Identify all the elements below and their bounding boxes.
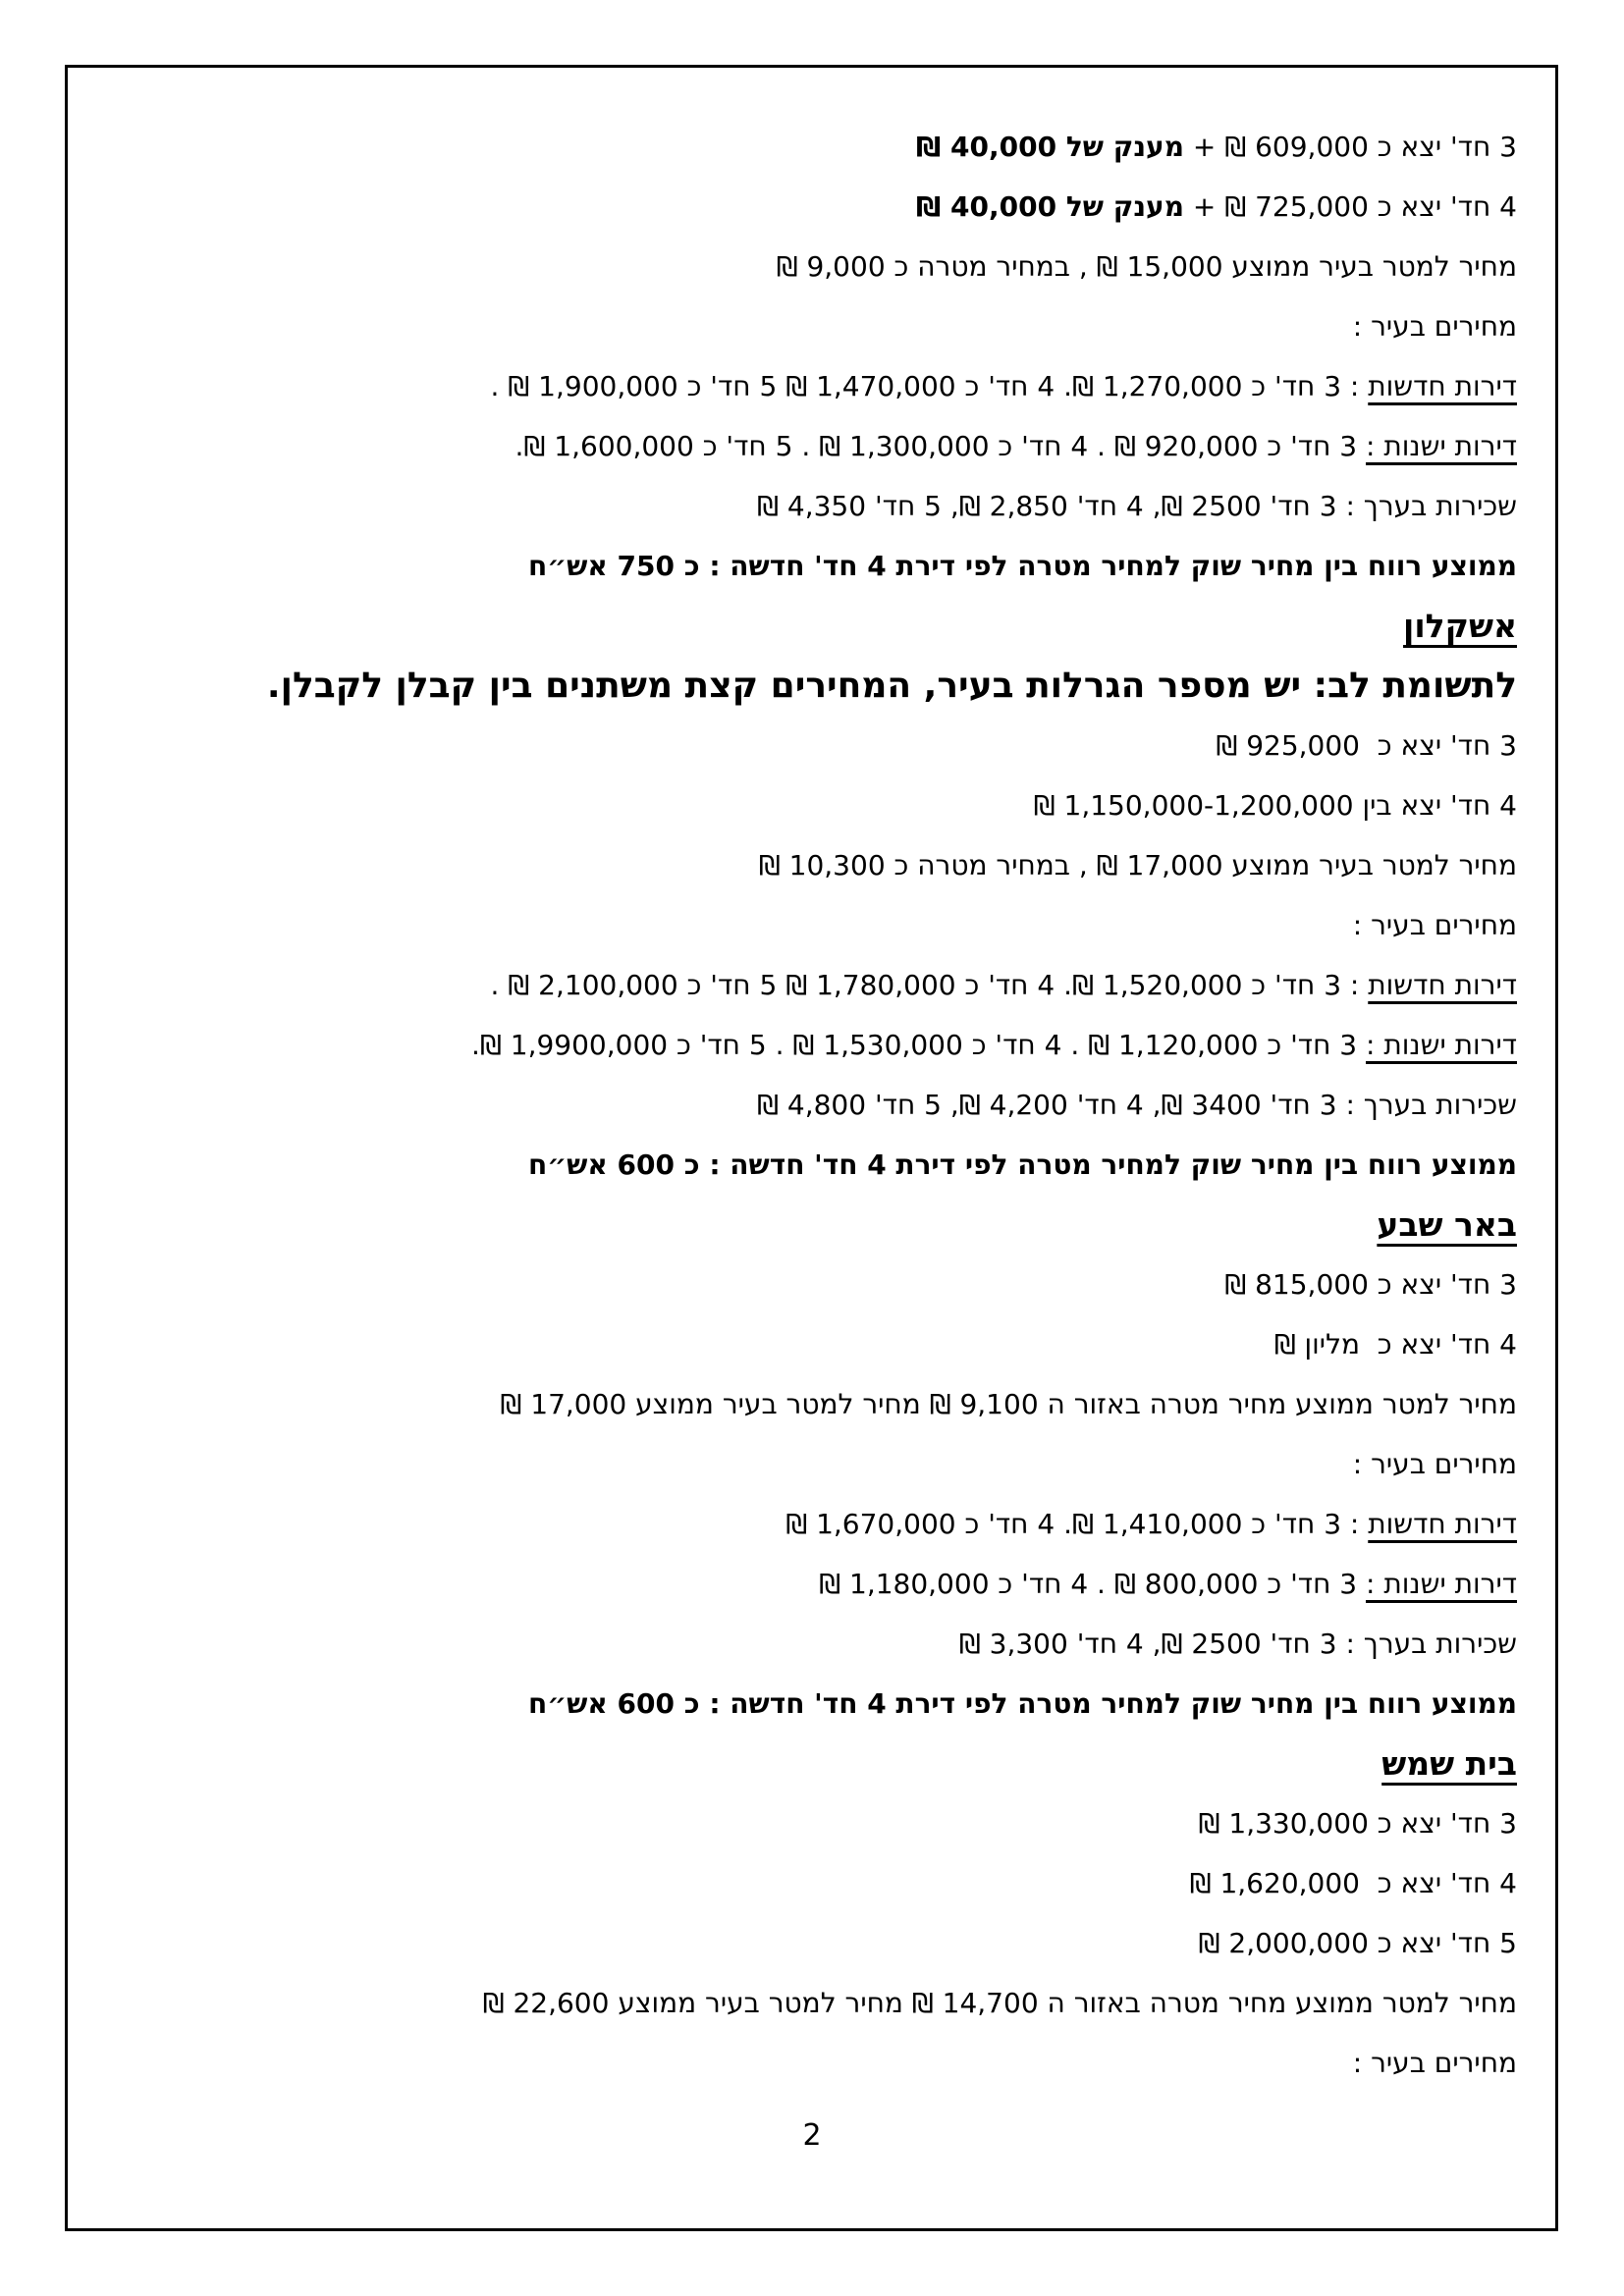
document-line [59, 356, 1517, 416]
text-segment: אשקלון [1403, 607, 1517, 645]
text-segment: 3 חד' כ 800,000 ₪ . 4 חד' כ 1,180,000 ₪ [819, 1568, 1367, 1600]
document-line [59, 1494, 1517, 1554]
text-segment: מחיר למטר בעיר ממוצע 17,000 ₪ , במחיר מטרה כ 10,300 ₪ [758, 849, 1517, 881]
text-segment: מחירים בעיר : [1352, 1448, 1517, 1480]
document-line [59, 117, 1517, 177]
text-segment: שכירות בערך : 3 חד' 2500 ₪, 4 חד' 2,850 ₪, 5 חד' 4,350 ₪ [757, 490, 1517, 522]
document-line [59, 835, 1517, 895]
document-line [59, 895, 1517, 955]
section-heading [59, 596, 1517, 656]
text-segment: מחיר למטר בעיר ממוצע 15,000 ₪ , במחיר מטרה כ 9,000 ₪ [776, 250, 1517, 283]
page-number: 2 [802, 2118, 822, 2153]
text-segment: 3 חד' יצא כ 1,330,000 ₪ [1198, 1807, 1517, 1840]
document-line [59, 656, 1517, 716]
document-line [59, 2033, 1517, 2093]
text-segment: שכירות בערך : 3 חד' 3400 ₪, 4 חד' 4,200 ₪, 5 חד' 4,800 ₪ [757, 1089, 1517, 1121]
text-segment: ממוצע רווח בין מחיר שוק למחיר מטרה לפי דירת 4 חד' חדשה : כ 750 אש״ח [528, 550, 1517, 582]
text-segment: מענק של 40,000 ₪ [915, 131, 1184, 163]
text-segment: 5 חד' יצא כ 2,000,000 ₪ [1198, 1927, 1517, 1959]
text-segment: מענק של 40,000 ₪ [915, 190, 1184, 223]
document-line [59, 237, 1517, 296]
document-line [59, 416, 1517, 476]
text-segment: באר שבע [1377, 1205, 1517, 1244]
document-line [59, 1374, 1517, 1434]
text-segment: דירות חדשות [1368, 370, 1517, 402]
document-line [59, 1853, 1517, 1913]
text-segment: מחיר למטר ממוצע מחיר מטרה באזור ה 14,700 ₪ מחיר למטר בעיר ממוצע 22,600 ₪ [482, 1987, 1517, 2019]
text-segment: 4 חד' יצא כ 1,620,000 ₪ [1189, 1867, 1517, 1899]
document-line [59, 1554, 1517, 1614]
text-segment: 3 חד' יצא כ 815,000 ₪ [1224, 1268, 1517, 1301]
text-segment: לתשומת לב: יש מספר הגרלות בעיר, המחירים קצת משתנים בין קבלן לקבלן. [266, 666, 1517, 706]
text-segment: 4 חד' יצא כ 725,000 ₪ + [1183, 190, 1517, 223]
document-line [59, 476, 1517, 536]
document-line [59, 1973, 1517, 2033]
text-segment: בית שמש [1381, 1744, 1517, 1783]
text-segment: מחירים בעיר : [1352, 310, 1517, 343]
text-segment: מחירים בעיר : [1352, 909, 1517, 941]
text-segment: מחירים בעיר : [1352, 2047, 1517, 2079]
text-segment: ממוצע רווח בין מחיר שוק למחיר מטרה לפי דירת 4 חד' חדשה : כ 600 אש״ח [528, 1148, 1517, 1181]
document-line [59, 1135, 1517, 1195]
text-segment: דירות חדשות [1368, 969, 1517, 1001]
document-line [59, 1314, 1517, 1374]
document-line [59, 1255, 1517, 1314]
text-segment: דירות ישנות : [1366, 1568, 1517, 1600]
text-segment: 3 חד' יצא כ 925,000 ₪ [1216, 729, 1517, 762]
text-segment: : 3 חד' כ 1,520,000 ₪. 4 חד' כ 1,780,000 ₪ 5 חד' כ 2,100,000 ₪ . [490, 969, 1369, 1001]
section-heading [59, 1195, 1517, 1255]
text-segment: ממוצע רווח בין מחיר שוק למחיר מטרה לפי דירת 4 חד' חדשה : כ 600 אש״ח [528, 1687, 1517, 1720]
document-line [59, 536, 1517, 596]
document-line [59, 955, 1517, 1015]
text-segment: : 3 חד' כ 1,270,000 ₪. 4 חד' כ 1,470,000 ₪ 5 חד' כ 1,900,000 ₪ . [490, 370, 1369, 402]
document-line [59, 1614, 1517, 1674]
document-line [59, 775, 1517, 835]
text-segment: : 3 חד' כ 1,410,000 ₪. 4 חד' כ 1,670,000 ₪ [785, 1508, 1369, 1540]
document-line [59, 177, 1517, 237]
text-segment: מחיר למטר ממוצע מחיר מטרה באזור ה 9,100 ₪ מחיר למטר בעיר ממוצע 17,000 ₪ [500, 1388, 1517, 1420]
document-line [59, 1913, 1517, 1973]
document-line [59, 296, 1517, 356]
text-segment: דירות ישנות : [1366, 1029, 1517, 1061]
text-segment: שכירות בערך : 3 חד' 2500 ₪, 4 חד' 3,300 ₪ [958, 1628, 1517, 1660]
text-segment: 3 חד' כ 1,120,000 ₪ . 4 חד' כ 1,530,000 ₪ . 5 חד' כ 1,9900,000 ₪. [471, 1029, 1367, 1061]
section-heading [59, 1734, 1517, 1793]
text-segment: 4 חד' יצא בין 1,150,000-1,200,000 ₪ [1033, 789, 1517, 822]
text-segment: דירות ישנות : [1366, 430, 1517, 462]
text-segment: 3 חד' כ 920,000 ₪ . 4 חד' כ 1,300,000 ₪ . 5 חד' כ 1,600,000 ₪. [514, 430, 1367, 462]
document-line [59, 1434, 1517, 1494]
document-line [59, 1674, 1517, 1734]
text-segment: 3 חד' יצא כ 609,000 ₪ + [1183, 131, 1517, 163]
text-segment: דירות חדשות [1368, 1508, 1517, 1540]
document-line [59, 1793, 1517, 1853]
document-line [59, 1015, 1517, 1075]
text-segment: 4 חד' יצא כ מליון ₪ [1273, 1328, 1517, 1361]
document-line [59, 1075, 1517, 1135]
document-line [59, 716, 1517, 775]
document-lines [59, 117, 1517, 2093]
